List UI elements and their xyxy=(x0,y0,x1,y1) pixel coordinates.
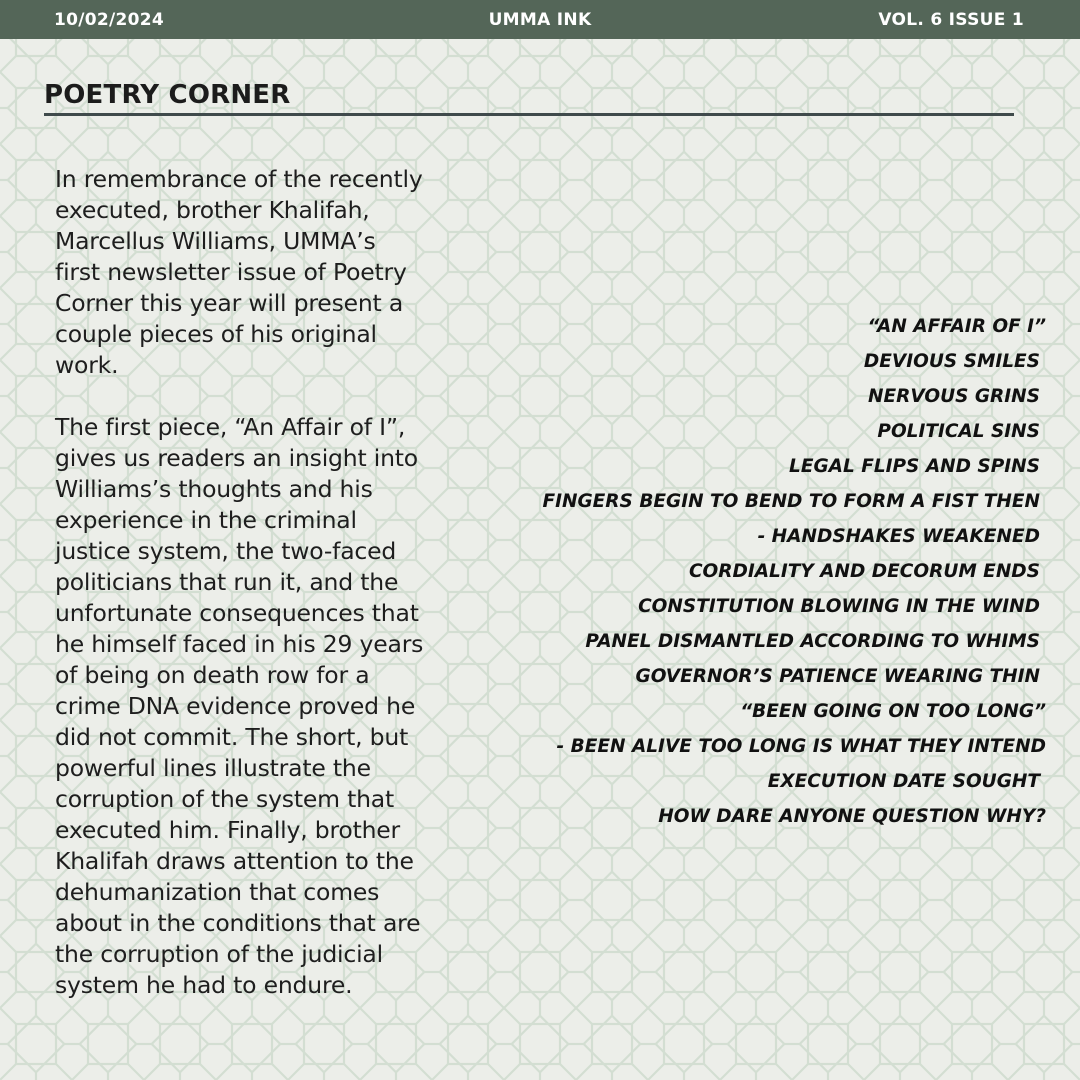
poem-line: POLITICAL SINS xyxy=(877,421,1040,442)
poem-line: DEVIOUS SMILES xyxy=(863,351,1040,372)
poem-line: CONSTITUTION BLOWING IN THE WIND xyxy=(638,596,1040,617)
poem-line: CORDIALITY AND DECORUM ENDS xyxy=(688,561,1040,582)
section-title: POETRY CORNER xyxy=(44,80,291,110)
intro-paragraph-2: The first piece, “An Affair of I”, gives us readers an insight into Williams’s thoughts and his experience in the criminal justice system, the two-faced politicians that run it, and the unfortunate consequences that he himself faced in his 29 years of being on death row for a crime DNA evidence proved he did not commit. The short, but powerful lines illustrate the corruption of the system that executed him. Finally, brother Khalifah draws attention to the dehumanization that comes about in the conditions that are the corruption of the judicial system he had to endure. xyxy=(55,413,424,999)
poem-line: GOVERNOR’S PATIENCE WEARING THIN xyxy=(635,666,1040,687)
poem-line: LEGAL FLIPS AND SPINS xyxy=(789,456,1040,477)
poem-line: - HANDSHAKES WEAKENED xyxy=(757,526,1040,547)
volume-issue: VOL. 6 ISSUE 1 xyxy=(878,10,1024,30)
header-bar xyxy=(0,0,1080,39)
poem-line: - BEEN ALIVE TOO LONG IS WHAT THEY INTEND xyxy=(556,736,1046,757)
issue-date: 10/02/2024 xyxy=(54,10,165,30)
poem-line: PANEL DISMANTLED ACCORDING TO WHIMS xyxy=(585,631,1040,652)
poem-line: “BEEN GOING ON TOO LONG” xyxy=(740,701,1046,722)
intro-paragraph-1: In remembrance of the recently executed, brother Khalifah, Marcellus Williams, UMMA’s first newsletter issue of Poetry Corner this year will present a couple pieces of his original work. xyxy=(55,165,423,379)
poem-line: NERVOUS GRINS xyxy=(868,386,1040,407)
poem-line: HOW DARE ANYONE QUESTION WHY? xyxy=(658,806,1046,827)
poem xyxy=(486,309,1046,834)
section-divider xyxy=(44,113,1014,116)
poem-line: EXECUTION DATE SOUGHT xyxy=(767,771,1040,792)
poem-line: FINGERS BEGIN TO BEND TO FORM A FIST THEN xyxy=(542,491,1040,512)
poem-title: “AN AFFAIR OF I” xyxy=(867,316,1046,337)
intro-text xyxy=(55,164,475,1001)
publication-name: UMMA INK xyxy=(488,10,592,30)
